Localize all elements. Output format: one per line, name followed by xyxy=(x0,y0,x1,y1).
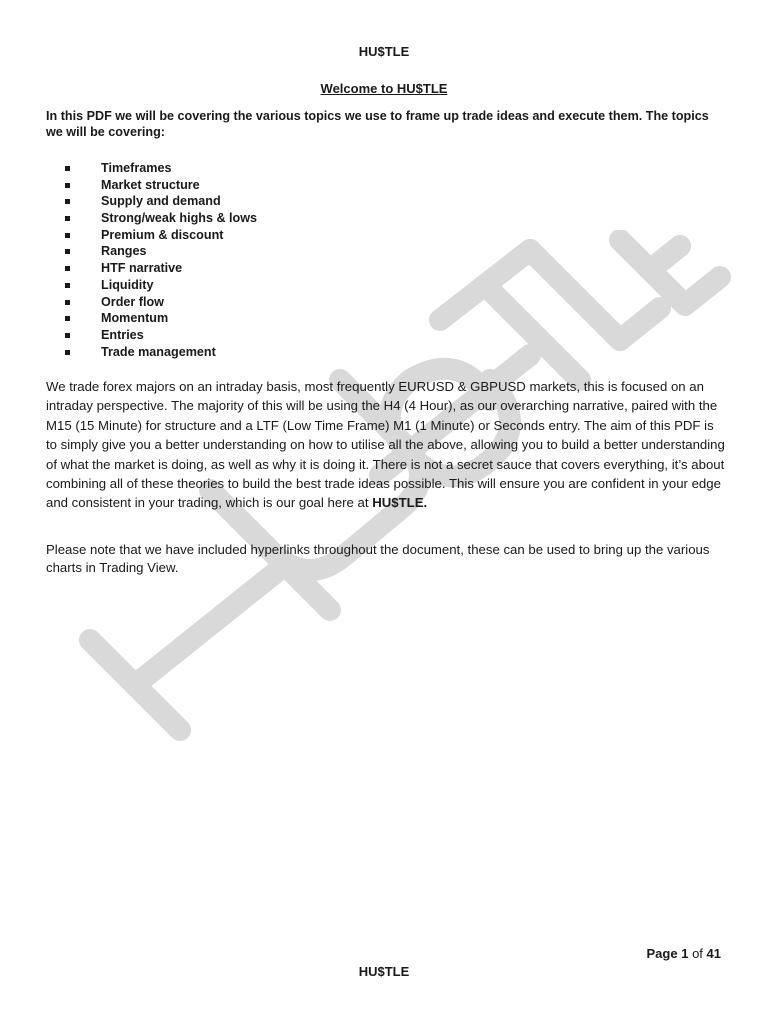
bullet-icon xyxy=(65,283,70,288)
intro-paragraph: In this PDF we will be covering the various topics we use to frame up trade ideas and execute them. The topics we will be covering: xyxy=(46,109,709,139)
list-item-label: Premium & discount xyxy=(101,227,224,242)
list-item-label: Supply and demand xyxy=(101,194,221,209)
bullet-icon xyxy=(65,266,70,271)
list-item xyxy=(46,310,446,327)
body-paragraph-overview xyxy=(46,377,726,513)
list-item-label: Liquidity xyxy=(101,277,154,292)
list-item xyxy=(46,160,446,177)
list-item-label: Market structure xyxy=(101,177,200,192)
page-of-label: of xyxy=(692,946,703,961)
list-item xyxy=(46,193,446,210)
bullet-icon xyxy=(65,249,70,254)
list-item-label: Order flow xyxy=(101,294,164,309)
list-item xyxy=(46,260,446,277)
footer-brand: HU$TLE xyxy=(358,964,410,979)
list-item xyxy=(46,294,446,311)
list-item-label: Ranges xyxy=(101,244,147,259)
list-item xyxy=(46,243,446,260)
bullet-icon xyxy=(65,166,70,171)
bullet-icon xyxy=(65,350,70,355)
bullet-icon xyxy=(65,233,70,238)
list-item xyxy=(46,344,446,361)
overview-text: We trade forex majors on an intraday basis, most frequently EURUSD & GBPUSD markets, this is focused on an intraday perspective. The majority of this will be using the H4 (4 Hour), as our overarching narrative, paired with the M15 (15 Minute) for structure and a LTF (Low Time Frame) M1 (1 Minute) or Seconds entry. The aim of this PDF is to simply give you a better understanding on how to utilise all the above, allowing you to build a better understanding of what the market is doing, as well as why it is doing it. There is not a secret sauce that covers everything, it’s about combining all of these theories to build the best trade ideas possible. This will ensure you are confident in your edge and consistent in your trading, which is our goal here at xyxy=(46,379,725,511)
brand-inline: HU$TLE. xyxy=(372,495,428,511)
bullet-icon xyxy=(65,199,70,204)
list-item-label: Momentum xyxy=(101,311,169,326)
bullet-icon xyxy=(65,316,70,321)
topics-list xyxy=(46,160,446,360)
list-item-label: Timeframes xyxy=(101,161,172,175)
header-brand: HU$TLE xyxy=(358,44,410,59)
page-number xyxy=(647,946,722,961)
list-item-label: Entries xyxy=(101,327,144,342)
list-item xyxy=(46,177,446,194)
page-title: Welcome to HU$TLE xyxy=(320,81,448,96)
list-item-label: Strong/weak highs & lows xyxy=(101,211,258,226)
page-total: 41 xyxy=(706,946,721,961)
list-item-label: HTF narrative xyxy=(101,261,183,276)
bullet-icon xyxy=(65,183,70,188)
page-label: Page xyxy=(646,946,678,961)
page-current: 1 xyxy=(681,946,689,961)
list-item-label: Trade management xyxy=(101,344,216,359)
body-paragraph-hyperlinks: Please note that we have included hyperlinks throughout the document, these can be used to bring up the various charts in Trading View. xyxy=(46,542,710,575)
bullet-icon xyxy=(65,216,70,221)
list-item xyxy=(46,227,446,244)
list-item xyxy=(46,277,446,294)
list-item xyxy=(46,327,446,344)
bullet-icon xyxy=(65,300,70,305)
bullet-icon xyxy=(65,333,70,338)
list-item xyxy=(46,210,446,227)
